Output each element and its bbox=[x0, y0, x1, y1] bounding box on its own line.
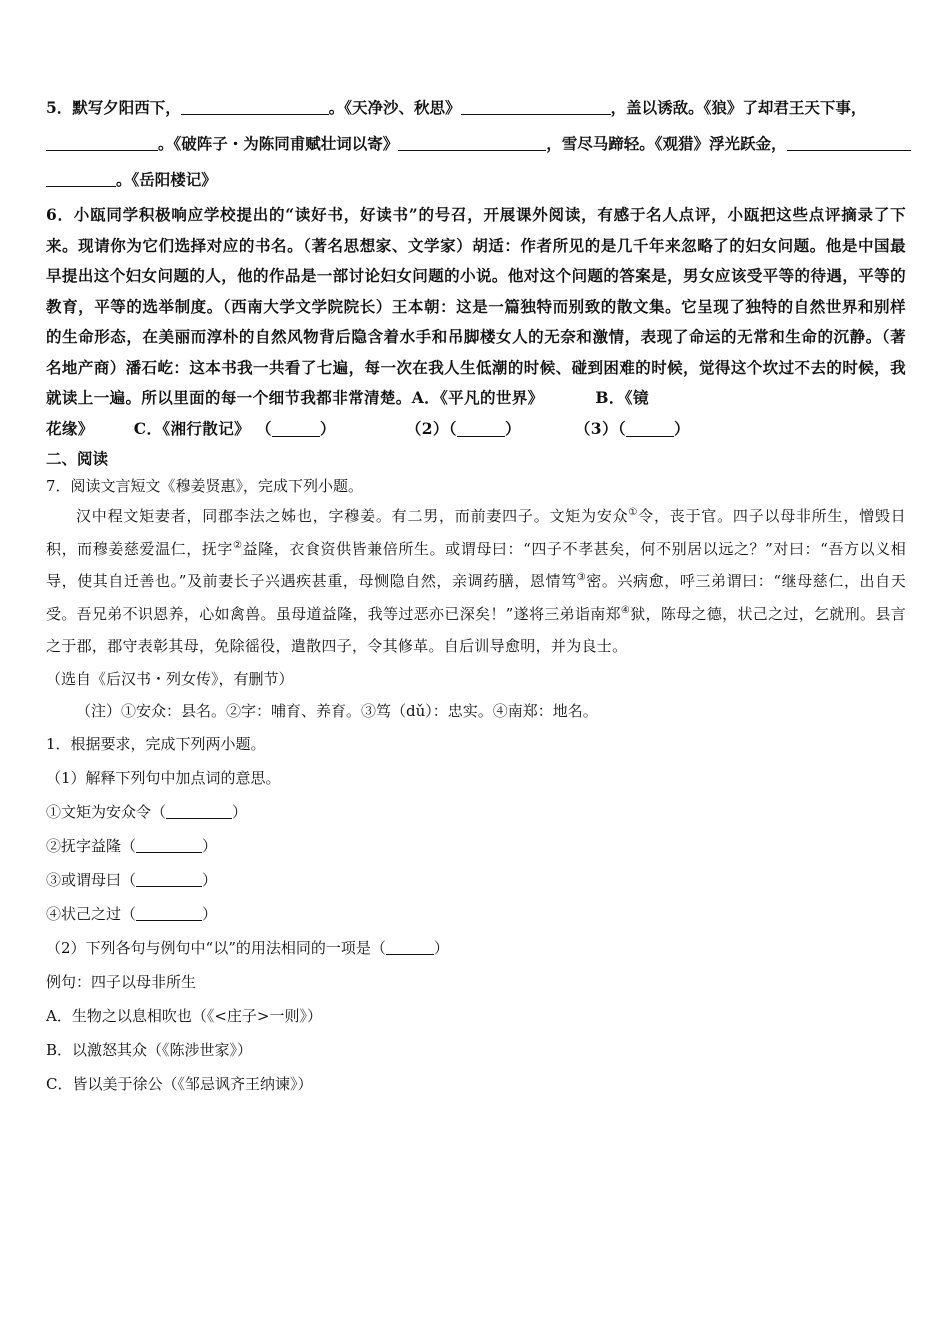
passage-text-4: 密。兴病愈，呼三弟谓曰：“继母慈仁，出自天受。吾兄弟不识恩养，心如禽兽。虽母道益隆，我等过恶亦已深矣！”遂将三弟诣南郑 bbox=[46, 572, 907, 623]
item-text: ②抚字益隆（ bbox=[46, 836, 137, 855]
passage-text-5: 狱，陈母之德，状己之过，乞就刑。县言之于郡，郡守表彰其母，免除徭役，遣散四子，令其修革。自后训导愈明，并为良士。 bbox=[46, 604, 907, 655]
q6-blank-1[interactable] bbox=[272, 420, 320, 437]
q6-blank3-label: （3）（ bbox=[574, 418, 626, 438]
q6-option-b-end: 花缘》 bbox=[46, 418, 94, 438]
q7-option-b: B．以激怒其众（《陈涉世家》） bbox=[46, 1040, 253, 1059]
q5-line-1 bbox=[46, 90, 906, 126]
q7-title: 7．阅读文言短文《穆姜贤惠》，完成下列小题。 bbox=[46, 477, 364, 495]
q7-example: 例句：四子以母非所生 bbox=[46, 972, 197, 991]
q6-blank2-close: ） bbox=[504, 418, 521, 438]
passage-text-2: 令，丧于官。四子以母非所生，憎毁日积，而穆姜慈爱温仁，抚字 bbox=[46, 507, 906, 558]
q7-sub1-2-title bbox=[46, 931, 906, 965]
note-mark-2: ② bbox=[233, 539, 243, 551]
q6-text: 6．小瓯同学积极响应学校提出的“读好书，好读书”的号召，开展课外阅读，有感于名人点评，小瓯把这些点评摘录了下来。现请你为它们选择对应的书名。（著名思想家、文学家）胡适：作者所见的是几千年来忽略了的妇女问题。他是中国最早提出这个妇女问题的人，他的作品是一部讨论妇女问题的小说。他对这个问题的答案是，男女应该受平等的待遇，平等的教育，平等的选举制度。（西南大学文学院院长）王本朝：这是一篇独特而别致的散文集。它呈现了独特的自然世界和别样的生命形态，在美丽而淳朴的自然风物背后隐含着水手和吊脚楼女人的无奈和激情，表现了命运的无常和生命的沉静。（著名地产商）潘石屹：这本书我一共看了七遍，每一次在我人生低潮的时候、碰到困难的时候，觉得这个坎过不去的时候，我就读上一遍。所以里面的每一个细节我都非常清楚。A．《平凡的世界》 bbox=[46, 205, 906, 407]
q7-item-4 bbox=[46, 897, 906, 931]
q6-blank-3[interactable] bbox=[626, 420, 674, 437]
q6-blank1-close: ） bbox=[319, 418, 336, 438]
q5-blank-6[interactable] bbox=[46, 170, 116, 187]
q7-item-2 bbox=[46, 829, 906, 863]
q5-blank-1[interactable] bbox=[181, 98, 329, 115]
item-text: ③或谓母曰（ bbox=[46, 870, 137, 889]
q5-text-1b: 。《天净沙、秋思》 bbox=[328, 98, 461, 117]
passage-text-1: 汉中程文矩妻者，同郡李法之姊也，字穆姜。有二男，而前妻四子。文矩为安众 bbox=[76, 507, 629, 525]
q5-blank-3[interactable] bbox=[46, 134, 158, 151]
q7-passage bbox=[46, 500, 906, 663]
section-title-reading: 二、阅读 bbox=[46, 449, 109, 468]
item-blank-2[interactable] bbox=[136, 836, 202, 853]
q6-blank2-label: （2）（ bbox=[405, 418, 457, 438]
note-mark-4: ④ bbox=[620, 604, 631, 616]
q5-text-3a: 。《岳阳楼记》 bbox=[116, 170, 217, 189]
q5-line-2 bbox=[46, 126, 906, 162]
q7-option-c: C．皆以美于徐公（《邹忌讽齐王纳谏》） bbox=[46, 1074, 313, 1093]
item-blank-3[interactable] bbox=[136, 870, 202, 887]
q7-option-a: A．生物之以息相吹也（《<庄子>一则》） bbox=[46, 1006, 322, 1025]
passage-text-3: 益隆，衣食资供皆兼倍所生。或谓母曰：“四子不孝甚矣，何不别居以远之？”对曰：“吾方以义相导，使其自迁善也。”及前妻长子兴遇疾甚重，母恻隐自然，亲调药膳，恩情笃 bbox=[46, 539, 907, 590]
q6-options-row bbox=[46, 414, 906, 445]
sub1-2-blank[interactable] bbox=[386, 938, 434, 955]
q7-item-3 bbox=[46, 863, 906, 897]
q5-line-3 bbox=[46, 162, 906, 198]
q6-option-b-start: B．《镜 bbox=[595, 388, 649, 407]
item-text: ①文矩为安众令（ bbox=[46, 802, 167, 821]
q6-blank-2[interactable] bbox=[457, 420, 505, 437]
item-close: ） bbox=[232, 802, 248, 821]
passage-source: （选自《后汉书・列女传》，有删节） bbox=[46, 669, 294, 688]
document-page bbox=[46, 96, 906, 1101]
q5-blank-5[interactable] bbox=[787, 134, 911, 151]
q6-option-c: C．《湘行散记》 bbox=[133, 418, 250, 438]
q7-sub1-1-title: （1）解释下列句中加点词的意思。 bbox=[46, 768, 281, 787]
q6-block bbox=[46, 200, 906, 444]
sub1-2-close: ） bbox=[433, 938, 449, 957]
item-close: ） bbox=[202, 904, 218, 923]
q5-text-1c: ，盖以诱敌。《狼》了却君王天下事， bbox=[610, 98, 867, 117]
q5-text-2b: ，雪尽马蹄轻。《观猎》浮光跃金， bbox=[546, 134, 787, 153]
item-text: ④状己之过（ bbox=[46, 904, 137, 923]
item-close: ） bbox=[202, 870, 218, 889]
item-blank-4[interactable] bbox=[136, 904, 202, 921]
note-mark-3: ③ bbox=[576, 572, 587, 583]
q5-blank-2[interactable] bbox=[461, 98, 611, 115]
q6-blank3-close: ） bbox=[674, 418, 690, 438]
q5-text-2a: 。《破阵子・为陈同甫赋壮词以寄》 bbox=[158, 134, 399, 153]
sub1-2-text: （2）下列各句与例句中“以”的用法相同的一项是（ bbox=[46, 938, 386, 957]
item-blank-1[interactable] bbox=[166, 802, 232, 819]
q5-text-1a: 5．默写夕阳西下， bbox=[46, 98, 181, 117]
q5-blank-4[interactable] bbox=[398, 134, 546, 151]
q6-blank1-open: （ bbox=[256, 418, 272, 438]
item-close: ） bbox=[202, 836, 218, 855]
q7-item-1 bbox=[46, 795, 906, 829]
note-mark-1: ① bbox=[628, 507, 639, 518]
passage-notes: （注）①安众：县名。②字：哺育、养育。③笃（dǔ）：忠实。④南郑：地名。 bbox=[76, 701, 598, 720]
q7-sub1-title: 1．根据要求，完成下列两小题。 bbox=[46, 734, 266, 753]
